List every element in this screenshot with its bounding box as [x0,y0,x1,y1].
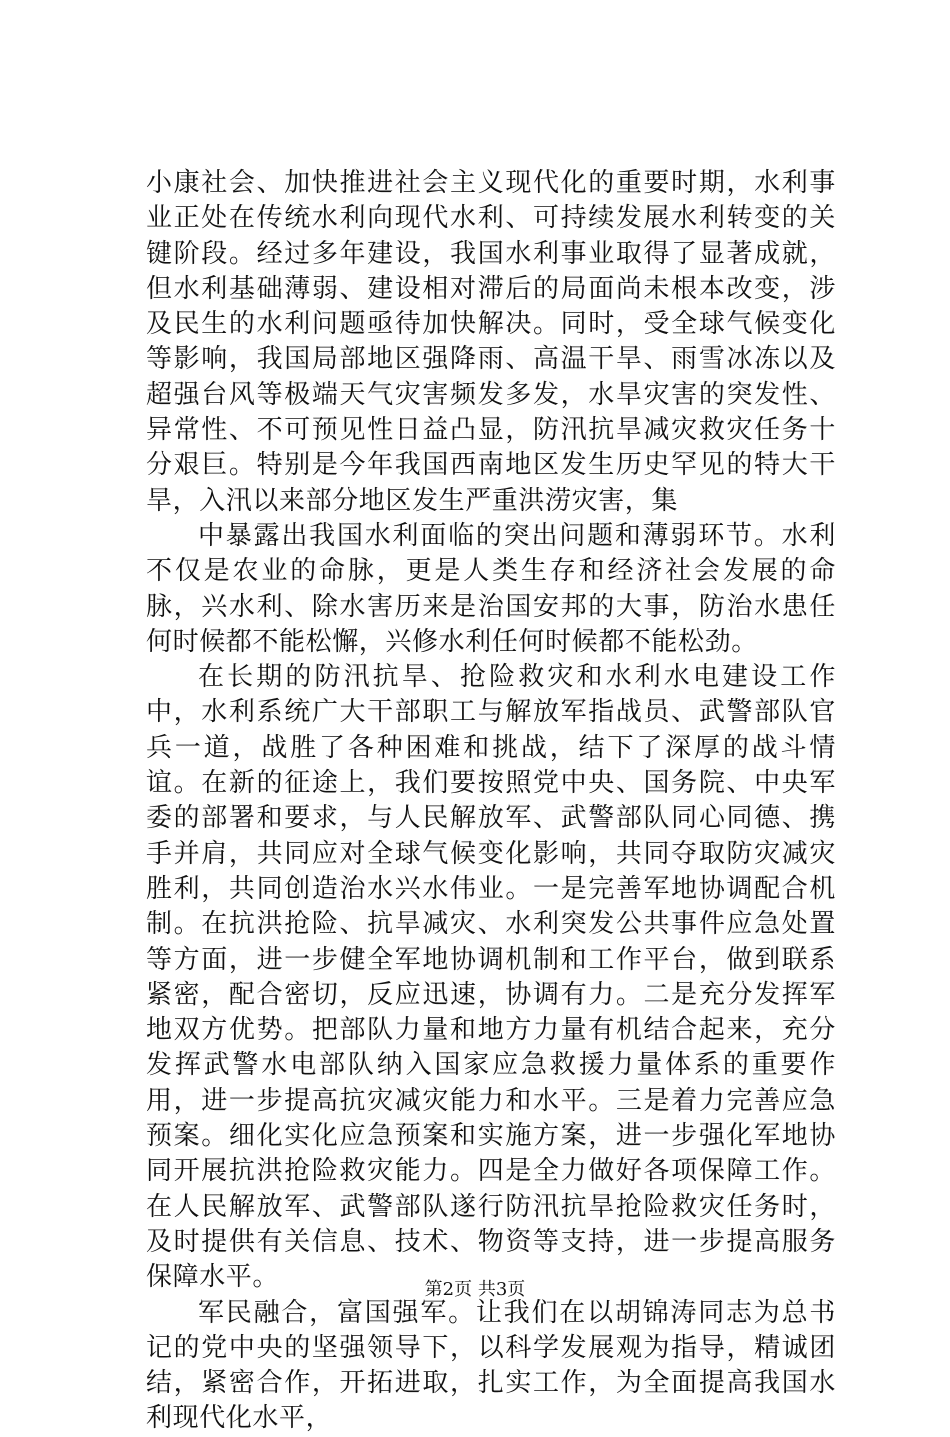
document-body [146,166,836,1437]
paragraph-1: 小康社会、加快推进社会主义现代化的重要时期，水利事业正处在传统水利向现代水利、可持续发展水利转变的关键阶段。经过多年建设，我国水利事业取得了显著成就，但水利基础薄弱、建设相对滞后的局面尚未根本改变，涉及民生的水利问题亟待加快解决。同时，受全球气候变化等影响，我国局部地区强降雨、高温干旱、雨雪冰冻以及超强台风等极端天气灾害频发多发，水旱灾害的突发性、异常性、不可预见性日益凸显，防汛抗旱减灾救灾任务十分艰巨。特别是今年我国西南地区发生历史罕见的特大干旱，入汛以来部分地区发生严重洪涝灾害，集 [146,168,836,516]
paragraph-3: 在长期的防汛抗旱、抢险救灾和水利水电建设工作中，水利系统广大干部职工与解放军指战员、武警部队官兵一道，战胜了各种困难和挑战，结下了深厚的战斗情谊。在新的征途上，我们要按照党中央、国务院、中央军委的部署和要求，与人民解放军、武警部队同心同德、携手并肩，共同应对全球气候变化影响，共同夺取防灾减灾胜利，共同创造治水兴水伟业。一是完善军地协调配合机制。在抗洪抢险、抗旱减灾、水利突发公共事件应急处置等方面，进一步健全军地协调机制和工作平台，做到联系紧密，配合密切，反应迅速，协调有力。二是充分发挥军地双方优势。把部队力量和地方力量有机结合起来，充分发挥武警水电部队纳入国家应急救援力量体系的重要作用，进一步提高抗灾减灾能力和水平。三是着力完善应急预案。细化实化应急预案和实施方案，进一步强化军地协同开展抗洪抢险救灾能力。四是全力做好各项保障工作。在人民解放军、武警部队遂行防汛抗旱抢险救灾任务时，及时提供有关信息、技术、物资等支持，进一步提高服务保障水平。 [146,662,836,1293]
page-footer: 第2页 共3页 [424,1279,526,1300]
paragraph-4: 军民融合，富国强军。让我们在以胡锦涛同志为总书记的党中央的坚强领导下，以科学发展观为指导，精诚团结，紧密合作，开拓进取，扎实工作，为全面提高我国水利现代化水平， [146,1297,836,1434]
paragraph-2: 中暴露出我国水利面临的突出问题和薄弱环节。水利不仅是农业的命脉，更是人类生存和经济社会发展的命脉，兴水利、除水害历来是治国安邦的大事，防治水患任何时候都不能松懈，兴修水利任何时候都不能松劲。 [146,520,836,657]
